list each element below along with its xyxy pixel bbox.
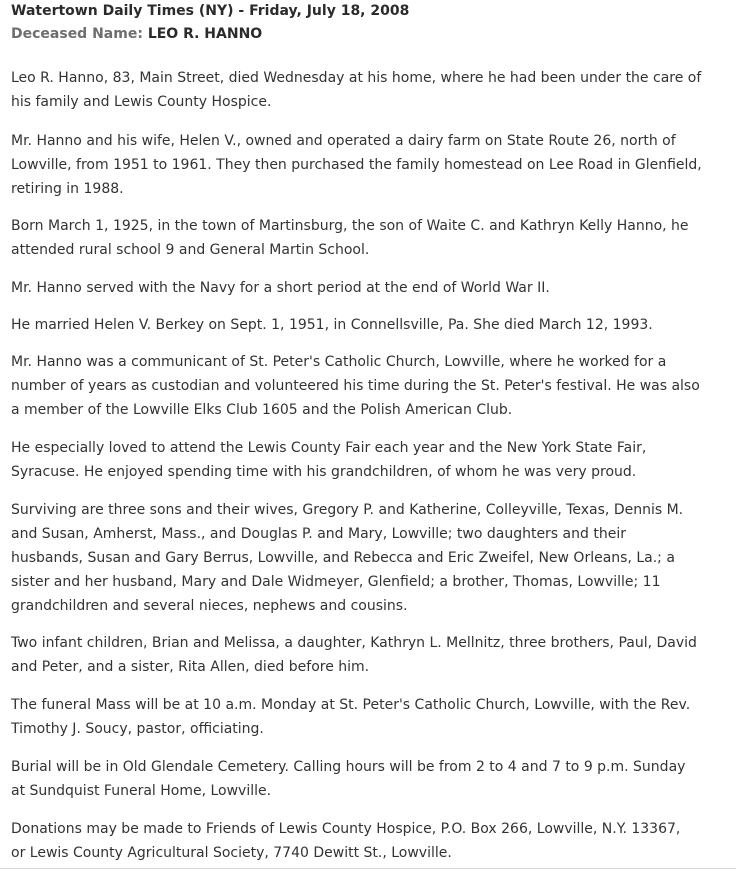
- paragraph-burial: [11, 755, 726, 803]
- paragraph-line: number of years as custodian and volunteered his time during the St. Peter's festival. He was also: [11, 378, 700, 394]
- paragraph-line: grandchildren and several nieces, nephews and cousins.: [11, 598, 408, 614]
- paragraph-line: or Lewis County Agricultural Society, 7740 Dewitt St., Lowville.: [11, 845, 452, 861]
- paragraph-line: Two infant children, Brian and Melissa, a daughter, Kathryn L. Mellnitz, three brothers, Paul, David: [11, 635, 697, 651]
- deceased-name-value: LEO R. HANNO: [147, 26, 263, 42]
- paragraph-line: at Sundquist Funeral Home, Lowville.: [11, 783, 272, 799]
- paragraph-line: He especially loved to attend the Lewis County Fair each year and the New York State Fair,: [11, 440, 647, 456]
- paragraph-line: Surviving are three sons and their wives, Gregory P. and Katherine, Colleyville, Texas, Dennis M.: [11, 502, 684, 518]
- paragraph-dairy-farm: [11, 129, 726, 201]
- paragraph-marriage: [11, 313, 726, 337]
- deceased-name-line: [11, 25, 262, 43]
- paragraph-funeral-mass: [11, 693, 726, 741]
- paragraph-line: Mr. Hanno and his wife, Helen V., owned and operated a dairy farm on State Route 26, north of: [11, 133, 676, 149]
- paragraph-line: husbands, Susan and Gary Berrus, Lowville, and Rebecca and Eric Zweifel, New Orleans, La.; a: [11, 550, 675, 566]
- paragraph-line: attended rural school 9 and General Martin School.: [11, 242, 370, 258]
- paragraph-death-notice: [11, 66, 726, 114]
- paragraph-line: Timothy J. Soucy, pastor, officiating.: [11, 721, 264, 737]
- paragraph-line: and Peter, and a sister, Rita Allen, died before him.: [11, 659, 370, 675]
- paragraph-line: Born March 1, 1925, in the town of Martinsburg, the son of Waite C. and Kathryn Kelly Hanno, he: [11, 218, 689, 234]
- paragraph-survivors: [11, 498, 726, 618]
- paragraph-line: Syracuse. He enjoyed spending time with his grandchildren, of whom he was very proud.: [11, 464, 637, 480]
- bottom-divider: [0, 868, 736, 869]
- deceased-name-label: Deceased Name:: [11, 26, 143, 42]
- paragraph-line: Mr. Hanno was a communicant of St. Peter's Catholic Church, Lowville, where he worked for a: [11, 354, 667, 370]
- paragraph-predeceased: [11, 631, 726, 679]
- paragraph-line: The funeral Mass will be at 10 a.m. Monday at St. Peter's Catholic Church, Lowville, with the Rev.: [11, 697, 691, 713]
- paragraph-line: sister and her husband, Mary and Dale Widmeyer, Glenfield; a brother, Thomas, Lowville; 11: [11, 574, 661, 590]
- paragraph-line: Donations may be made to Friends of Lewis County Hospice, P.O. Box 266, Lowville, N.Y. 13367,: [11, 821, 681, 837]
- paragraph-line: and Susan, Amherst, Mass., and Douglas P. and Mary, Lowville; two daughters and their: [11, 526, 626, 542]
- paragraph-line: Leo R. Hanno, 83, Main Street, died Wednesday at his home, where he had been under the care of: [11, 70, 702, 86]
- paragraph-line: Burial will be in Old Glendale Cemetery. Calling hours will be from 2 to 4 and 7 to 9 p.m. Sunday: [11, 759, 686, 775]
- paragraph-line: Lowville, from 1951 to 1961. They then purchased the family homestead on Lee Road in Glenfield,: [11, 157, 702, 173]
- paragraph-fairs: [11, 436, 726, 484]
- paragraph-navy-service: [11, 276, 726, 300]
- paragraph-line: his family and Lewis County Hospice.: [11, 94, 272, 110]
- newspaper-title: Watertown Daily Times (NY) - Friday, July 18, 2008: [11, 3, 410, 19]
- paragraph-church: [11, 350, 726, 422]
- paragraph-donations: [11, 817, 726, 865]
- paragraph-line: Mr. Hanno served with the Navy for a short period at the end of World War II.: [11, 280, 550, 296]
- paragraph-birth: [11, 214, 726, 262]
- paragraph-line: He married Helen V. Berkey on Sept. 1, 1951, in Connellsville, Pa. She died March 12, 1993.: [11, 317, 653, 333]
- paragraph-line: retiring in 1988.: [11, 181, 124, 197]
- paragraph-line: a member of the Lowville Elks Club 1605 and the Polish American Club.: [11, 402, 513, 418]
